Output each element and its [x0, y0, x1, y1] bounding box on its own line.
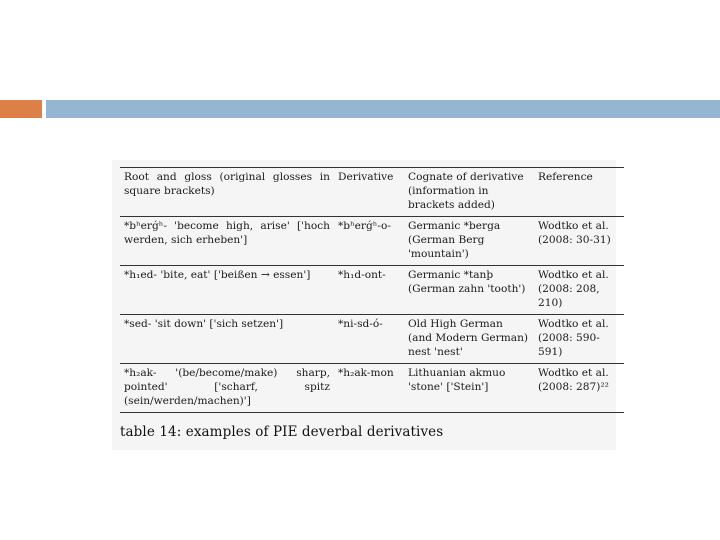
cell-derivative: *h₁d-ont- — [338, 269, 386, 281]
table-row — [120, 266, 624, 315]
cell-root-gloss: *h₂ak- '(be/become/make) sharp, pointed' ['scharf, spitz (sein/werden/machen)'] — [124, 367, 330, 407]
cell-reference: Wodtko et al. (2008: 30-31) — [538, 220, 611, 246]
table-row — [120, 217, 624, 266]
cell-cognate: Lithuanian akmuo 'stone' ['Stein'] — [408, 367, 506, 393]
cell-root-gloss: *bʰerǵʰ- 'become high, arise' ['hoch werden, sich erheben'] — [124, 220, 330, 246]
cell-root-gloss: *h₁ed- 'bite, eat' ['beißen → essen'] — [124, 269, 311, 281]
header-cognate: Cognate of derivative (information in brackets added) — [408, 171, 524, 211]
pie-derivatives-table — [120, 167, 624, 413]
accent-bar-orange — [0, 100, 42, 118]
cell-cognate: Old High German (and Modern German) nest 'nest' — [408, 318, 529, 358]
header-reference: Reference — [538, 171, 593, 183]
cell-reference: Wodtko et al. (2008: 208, 210) — [538, 269, 609, 309]
table-row — [120, 364, 624, 413]
table-row — [120, 315, 624, 364]
cell-cognate: Germanic *berga (German Berg 'mountain') — [408, 220, 501, 260]
header-derivative: Derivative — [338, 171, 394, 183]
cell-root-gloss: *sed- 'sit down' ['sich setzen'] — [124, 318, 284, 330]
cell-derivative: *bʰerǵʰ-o- — [338, 220, 391, 232]
accent-bar-blue — [46, 100, 720, 118]
cell-derivative: *ni-sd-ó- — [338, 318, 383, 330]
cell-derivative: *h₂ak-mon — [338, 367, 394, 379]
cell-reference: Wodtko et al. (2008: 287)²² — [538, 367, 609, 393]
header-root-gloss: Root and gloss (original glosses in square brackets) — [124, 171, 330, 197]
table-caption: table 14: examples of PIE deverbal derivatives — [120, 424, 444, 440]
cell-cognate: Germanic *tanþ (German zahn 'tooth') — [408, 269, 526, 295]
table-header-row — [120, 168, 624, 217]
cell-reference: Wodtko et al. (2008: 590-591) — [538, 318, 609, 358]
